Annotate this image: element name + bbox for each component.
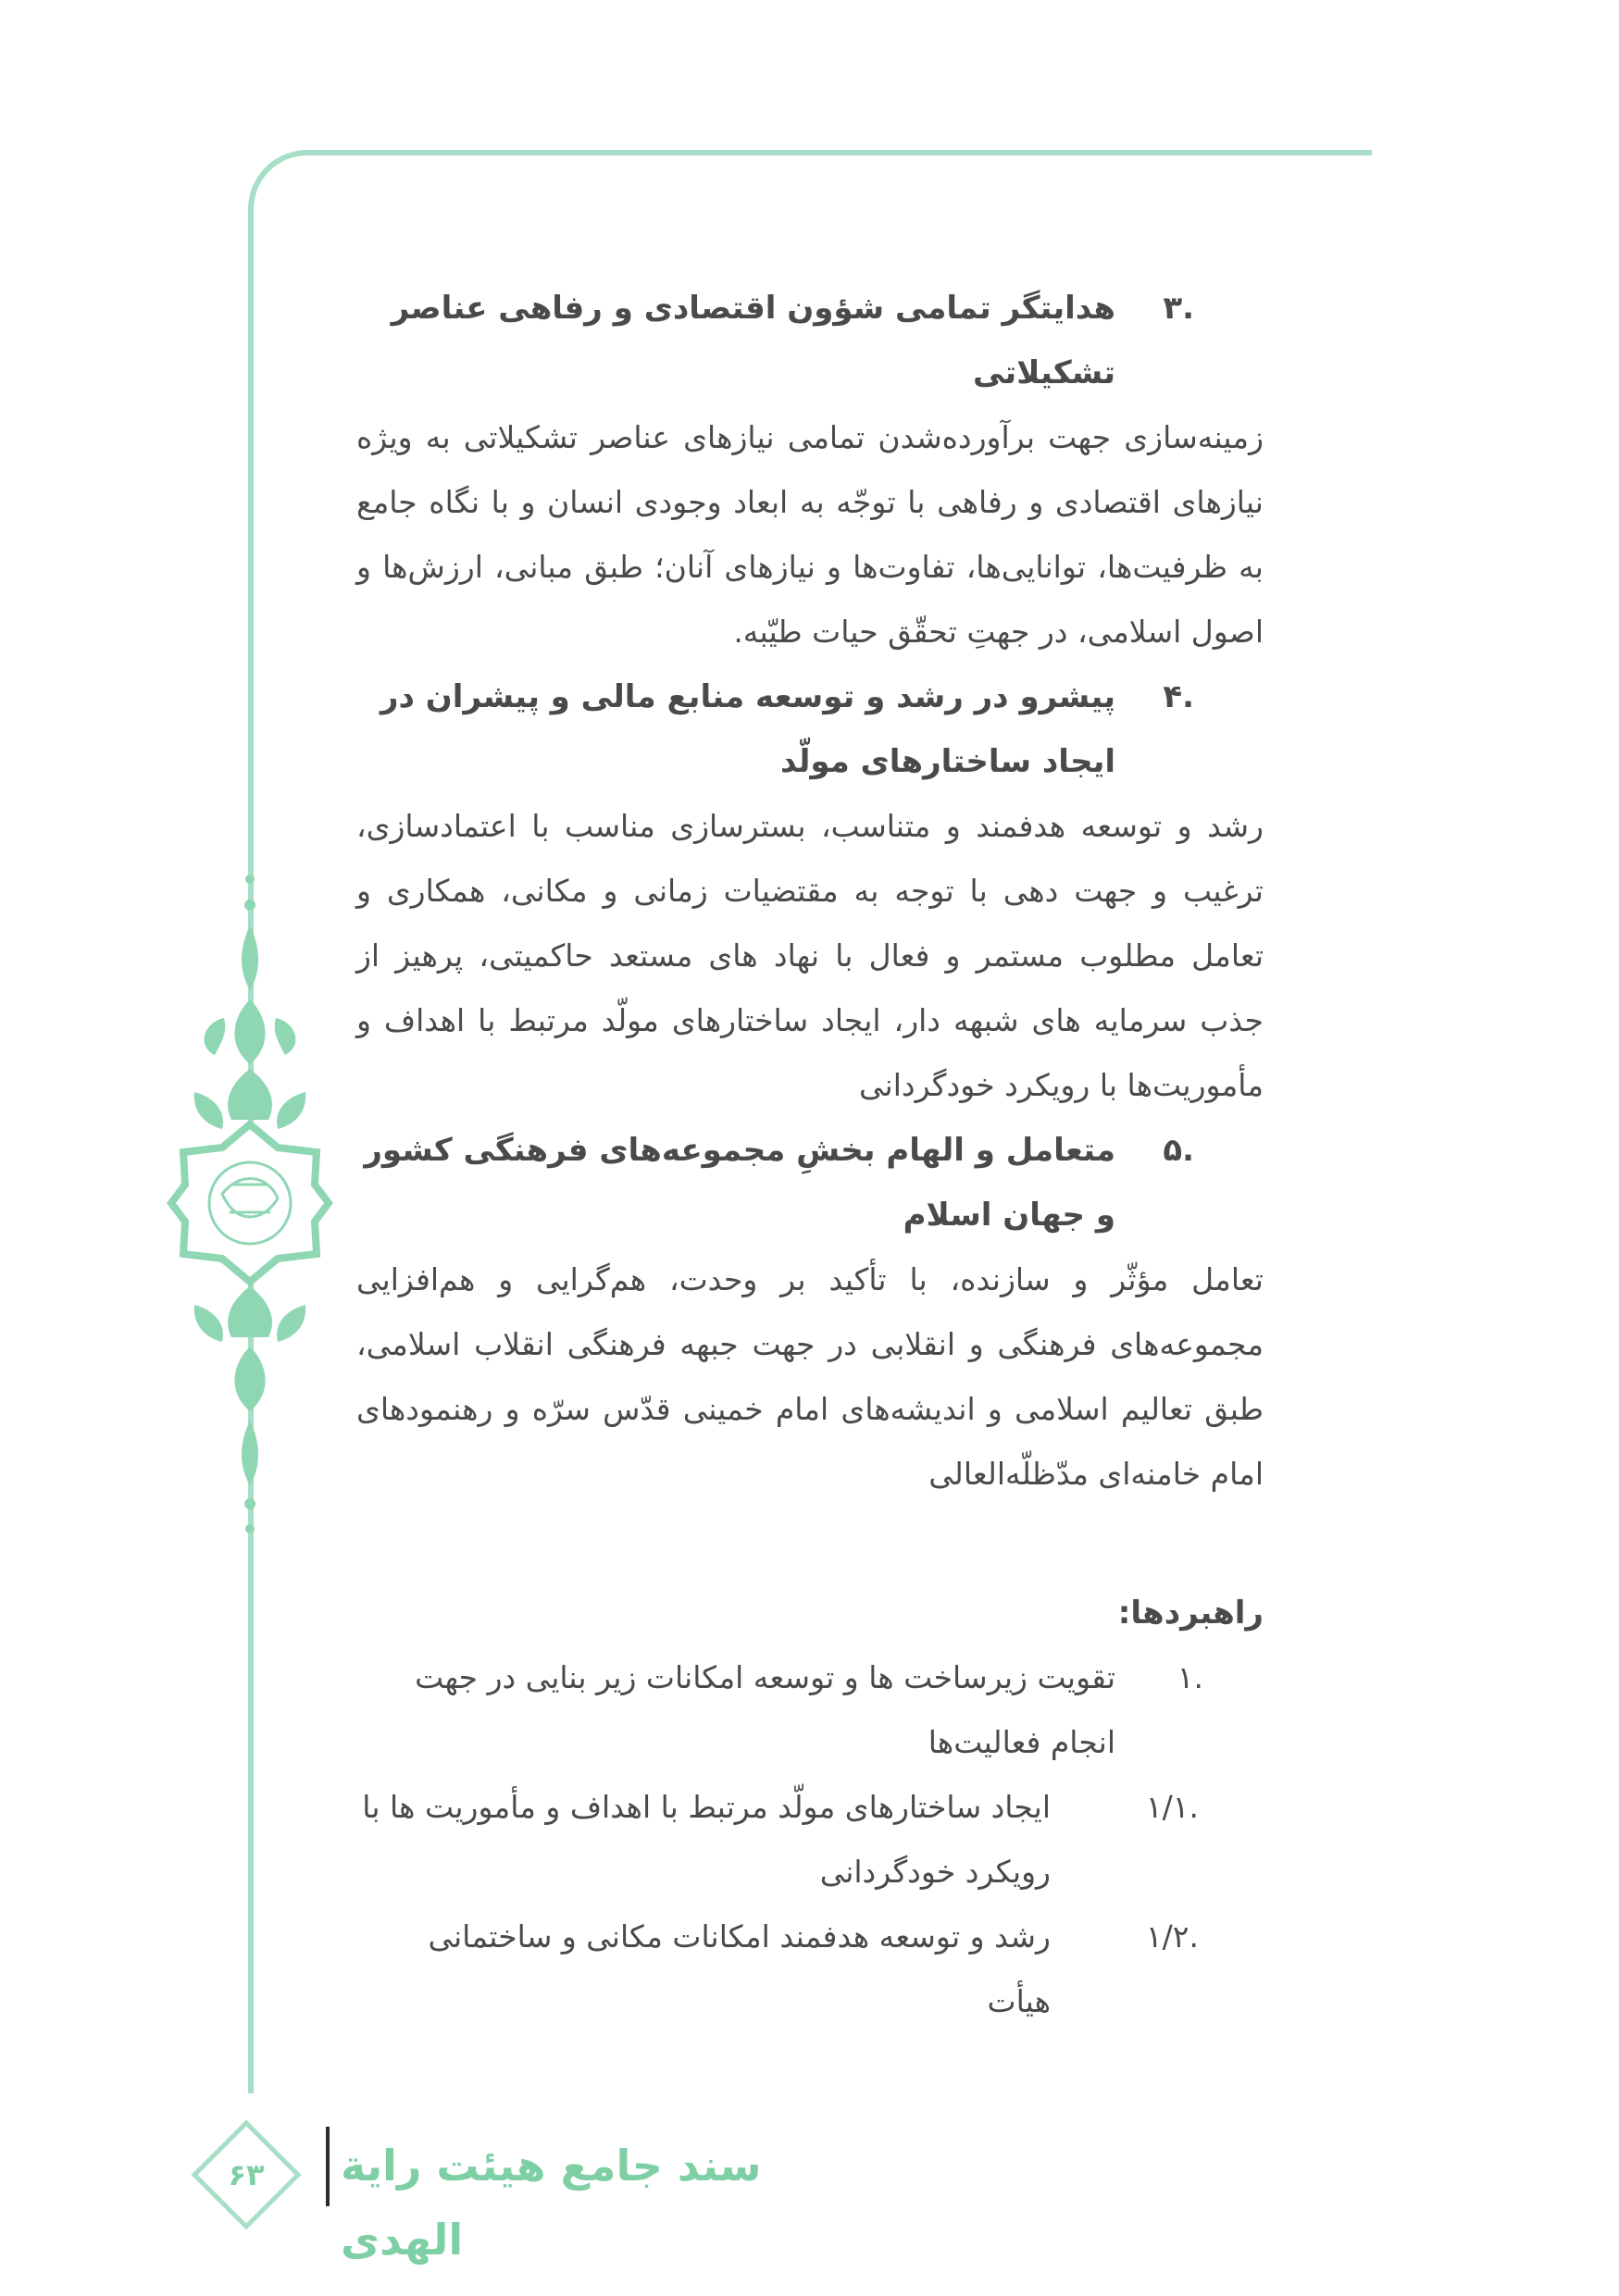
item-number: .۳ xyxy=(1163,290,1194,327)
strategy-number: .۱/۱ xyxy=(1145,1789,1199,1825)
strategy-text: تقویت زیرساخت ها و توسعه امکانات زیر بنایی در جهت انجام فعالیت‌ها xyxy=(415,1659,1115,1760)
strategy-text: رشد و توسعه هدفمند امکانات مکانی و ساختمانی هیأت xyxy=(428,1918,1051,2019)
main-content xyxy=(356,276,1264,2034)
strategy-subitem xyxy=(356,1775,1264,1905)
frame-top-line xyxy=(305,150,1372,155)
item-title: پیشرو در رشد و توسعه منابع مالی و پیشران در ایجاد ساختارهای مولّد xyxy=(380,678,1115,780)
strategy-subitem xyxy=(356,1905,1264,2034)
strategy-text: ایجاد ساختارهای مولّد مرتبط با اهداف و مأموریت ها با رویکرد خودگردانی xyxy=(362,1789,1051,1890)
item-title: هدایتگر تمامی شؤون اقتصادی و رفاهی عناصر تشکیلاتی xyxy=(391,290,1115,391)
item-number: .۵ xyxy=(1163,1132,1194,1169)
item-body: تعامل مؤثّر و سازنده، با تأکید بر وحدت، هم‌گرایی و هم‌افزایی مجموعه‌های فرهنگی و انقلابی در جهت جبهه فرهنگی انقلاب اسلامی، طبق تعالیم اسلامی و اندیشه‌های امام خمینی قدّس سرّه و رهنمودهای امام خامنه‌ای مدّظلّه‌العالی xyxy=(356,1261,1264,1492)
item-heading-4 xyxy=(356,664,1264,794)
frame-corner xyxy=(248,150,311,220)
page-number: ۶۳ xyxy=(228,2157,265,2192)
item-body: رشد و توسعه هدفمند و متناسب، بسترسازی مناسب با اعتمادسازی، ترغیب و جهت دهی با توجه به مقتضیات زمانی و مکانی، همکاری و تعامل مطلوب مستمر و فعال با نهاد های مستعد حاکمیتی، پرهیز از جذب سرمایه های شبهه دار، ایجاد ساختارهای مولّد مرتبط با اهداف و مأموریت‌ها با رویکرد خودگردانی xyxy=(356,808,1264,1103)
strategy-number: .۱/۲ xyxy=(1145,1918,1199,1955)
item-title: متعامل و الهام بخشِ مجموعه‌های فرهنگی کشور و جهان اسلام xyxy=(364,1132,1115,1234)
item-heading-3 xyxy=(356,276,1264,405)
item-body: زمینه‌سازی جهت برآورده‌شدن تمامی نیازهای عناصر تشکیلاتی به ویژه نیازهای اقتصادی و رفاهی با توجّه به ابعاد وجودی انسان و با نگاه جامع به ظرفیت‌ها، توانایی‌ها، تفاوت‌ها و نیازهای آنان؛ طبق مبانی، ارزش‌ها و اصول اسلامی، در جهتِ تحقّق حیات طیّبه. xyxy=(356,419,1264,650)
footer-document-title: سند جامع هیئت رایة الهدی xyxy=(341,2141,762,2265)
strategy-number: .۱ xyxy=(1177,1659,1203,1695)
item-number: .۴ xyxy=(1163,678,1194,715)
item-heading-5 xyxy=(356,1118,1264,1247)
strategy-item xyxy=(356,1645,1264,1775)
footer-divider xyxy=(326,2127,330,2206)
strategies-heading: راهبردها: xyxy=(1117,1595,1264,1632)
decorative-ornament-icon xyxy=(139,861,361,1545)
